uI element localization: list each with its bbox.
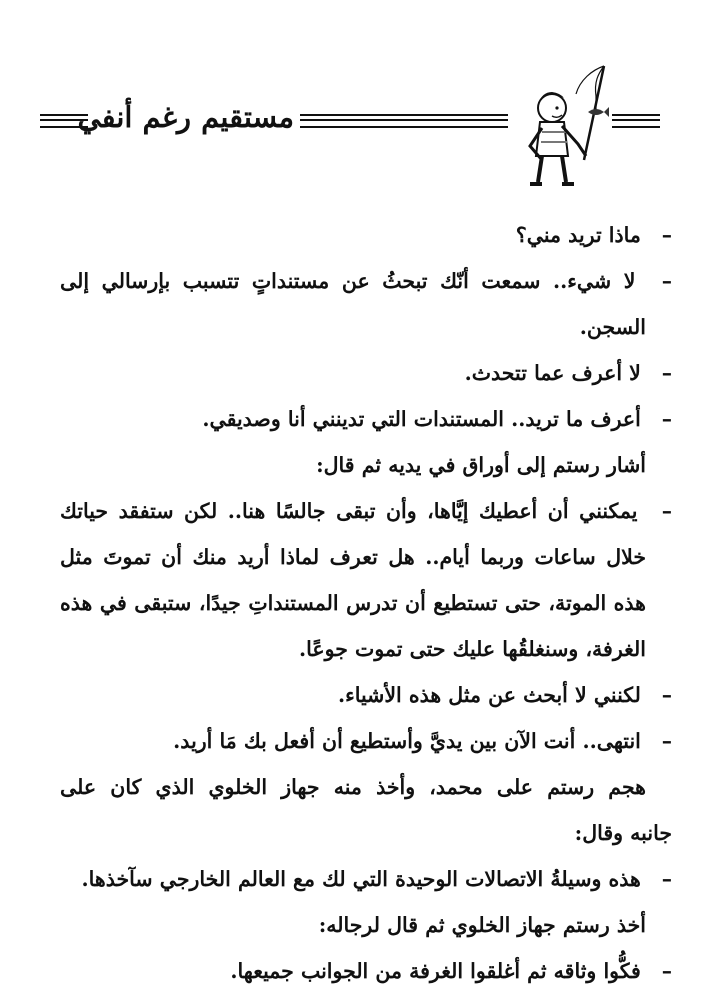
line-text: لكنني لا أبحث عن مثل هذه الأشياء. [337, 683, 641, 707]
dialogue-dash: – [661, 683, 672, 707]
dialogue-line [60, 488, 672, 534]
dialogue-dash: – [661, 867, 672, 891]
dialogue-line [60, 856, 672, 902]
dialogue-dash: – [661, 223, 672, 247]
story-text [60, 212, 672, 994]
line-text: أخذ رستم جهاز الخلوي ثم قال لرجاله: [318, 913, 646, 937]
narration-line [60, 626, 672, 672]
dialogue-line [60, 212, 672, 258]
line-text: هذه الموتة، حتى تستطيع أن تدرس المستنداتِ جيدًا، ستبقى في هذه [60, 591, 646, 615]
line-text: الغرفة، وسنغلقُها عليك حتى تموت جوعًا. [299, 637, 646, 661]
line-text: أعرف ما تريد.. المستندات التي تدينني أنا وصديقي. [202, 407, 641, 431]
line-text: ماذا تريد مني؟ [515, 223, 641, 247]
line-text: أشار رستم إلى أوراق في يديه ثم قال: [316, 453, 646, 477]
header-ornament-rule [612, 114, 660, 128]
narration-line [60, 902, 672, 948]
dialogue-line [60, 948, 672, 994]
line-text: لا شيء.. سمعت أنّك تبحثُ عن مستنداتٍ تتسبب بإرسالي إلى [60, 269, 636, 293]
header-ornament-rule [300, 114, 508, 128]
dialogue-line [60, 350, 672, 396]
dialogue-dash: – [661, 959, 672, 983]
dialogue-line [60, 718, 672, 764]
line-text: هجم رستم على محمد، وأخذ منه جهاز الخلوي الذي كان على [60, 775, 646, 799]
line-text: خلال ساعات وربما أيام.. هل تعرف لماذا أريد منك أن تموتَ مثل [60, 545, 646, 569]
narration-line [60, 534, 672, 580]
narration-line [60, 764, 672, 810]
dialogue-dash: – [661, 407, 672, 431]
dialogue-dash: – [661, 499, 673, 523]
narration-line [60, 810, 672, 856]
boy-fishing-illustration [512, 60, 610, 190]
chapter-header [0, 50, 720, 190]
line-text: انتهى.. أنت الآن بين يديَّ وأستطيع أن أفعل بك مَا أريد. [173, 729, 641, 753]
dialogue-dash: – [661, 729, 672, 753]
dialogue-line [60, 258, 672, 304]
line-text: فكُّوا وثاقه ثم أغلقوا الغرفة من الجوانب جميعها. [230, 959, 641, 983]
dialogue-line [60, 396, 672, 442]
dialogue-line [60, 672, 672, 718]
narration-line [60, 442, 672, 488]
line-text: لا أعرف عما تتحدث. [464, 361, 641, 385]
line-text: جانبه وقال: [574, 821, 672, 845]
narration-line [60, 580, 672, 626]
chapter-title: مستقيم رغم أنفي [77, 100, 294, 134]
line-text: السجن. [579, 315, 646, 339]
narration-line [60, 304, 672, 350]
dialogue-dash: – [661, 269, 672, 293]
dialogue-dash: – [661, 361, 672, 385]
line-text: هذه وسيلةُ الاتصالات الوحيدة التي لك مع العالم الخارجي سآخذها. [81, 867, 641, 891]
line-text: يمكنني أن أعطيك إيَّاها، وأن تبقى جالسًا هنا.. لكن ستفقد حياتك [60, 499, 638, 523]
